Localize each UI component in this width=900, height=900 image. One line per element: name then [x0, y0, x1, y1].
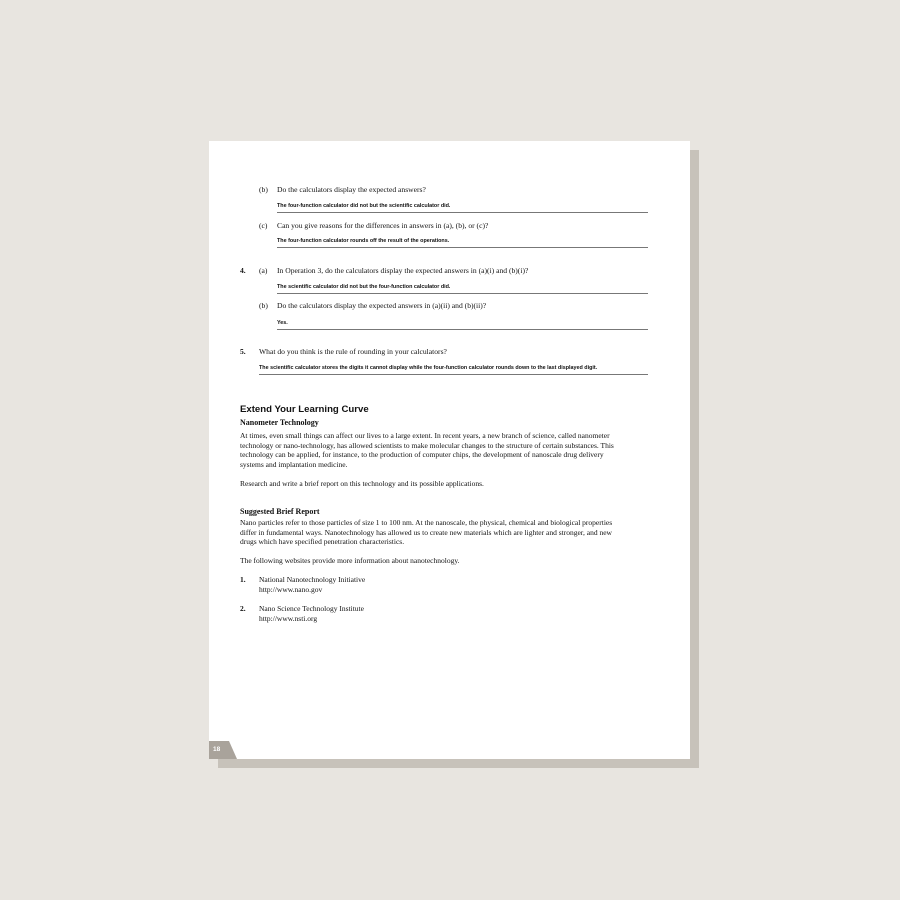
item-label: (c): [259, 221, 268, 230]
item-label: (b): [259, 185, 268, 194]
question-text: Do the calculators display the expected answers in (a)(ii) and (b)(ii)?: [277, 301, 487, 310]
paragraph-line: drugs which have specified penetration characteristics.: [240, 537, 405, 547]
section-heading: Extend Your Learning Curve: [240, 404, 369, 415]
section-subheading: Nanometer Technology: [240, 418, 319, 427]
website-url[interactable]: http://www.nsti.org: [259, 614, 318, 623]
paragraph: [240, 518, 648, 547]
paragraph-line: technology or nano-technology, has allowed scientists to make molecular changes to the structure of certain substances. This: [240, 440, 614, 450]
answer-line: The scientific calculator stores the digits it cannot display while the four-function calculator rounds down to the last displayed digit.: [259, 365, 648, 375]
answer-line: Yes.: [277, 320, 648, 330]
paragraph: The following websites provide more information about nanotechnology.: [240, 556, 460, 565]
list-number: 2.: [240, 604, 246, 613]
answer-line: The scientific calculator did not but the four-function calculator did.: [277, 284, 648, 294]
question-text: Can you give reasons for the differences in answers in (a), (b), or (c)?: [277, 221, 489, 230]
page-tab-corner: [229, 741, 237, 759]
question-number: 4.: [240, 266, 246, 275]
page-number: 18: [213, 746, 221, 753]
answer-line: The four-function calculator did not but the scientific calculator did.: [277, 203, 648, 213]
question-text: What do you think is the rule of rounding in your calculators?: [259, 347, 447, 356]
question-text: In Operation 3, do the calculators display the expected answers in (a)(i) and (b)(i)?: [277, 266, 529, 275]
question-number: 5.: [240, 347, 246, 356]
paragraph: [240, 431, 648, 469]
paragraph-line: Nano particles refer to those particles of size 1 to 100 nm. At the nanoscale, the physical, chemical and biological properties: [240, 518, 613, 527]
website-name: Nano Science Technology Institute: [259, 604, 364, 613]
question-text: Do the calculators display the expected answers?: [277, 185, 426, 194]
paragraph-line: At times, even small things can affect our lives to a large extent. In recent years, a new branch of science, called nanometer: [240, 431, 610, 440]
paragraph-line: differ in fundamental ways. Nanotechnology has allowed us to create new materials which are lighter and stronger, and new: [240, 527, 612, 537]
paragraph: Research and write a brief report on this technology and its possible applications.: [240, 479, 484, 488]
paragraph-line: technology can be applied, for instance, to the production of computer chips, the development of nanoscale drug delivery: [240, 450, 604, 460]
website-name: National Nanotechnology Initiative: [259, 575, 366, 584]
website-url[interactable]: http://www.nano.gov: [259, 585, 323, 594]
document-page: [209, 141, 690, 759]
report-heading: Suggested Brief Report: [240, 507, 320, 516]
paragraph-line: systems and implantation medicine.: [240, 459, 348, 469]
item-label: (a): [259, 266, 268, 275]
item-label: (b): [259, 301, 268, 310]
answer-line: The four-function calculator rounds off the result of the operations.: [277, 238, 648, 248]
list-number: 1.: [240, 575, 246, 584]
